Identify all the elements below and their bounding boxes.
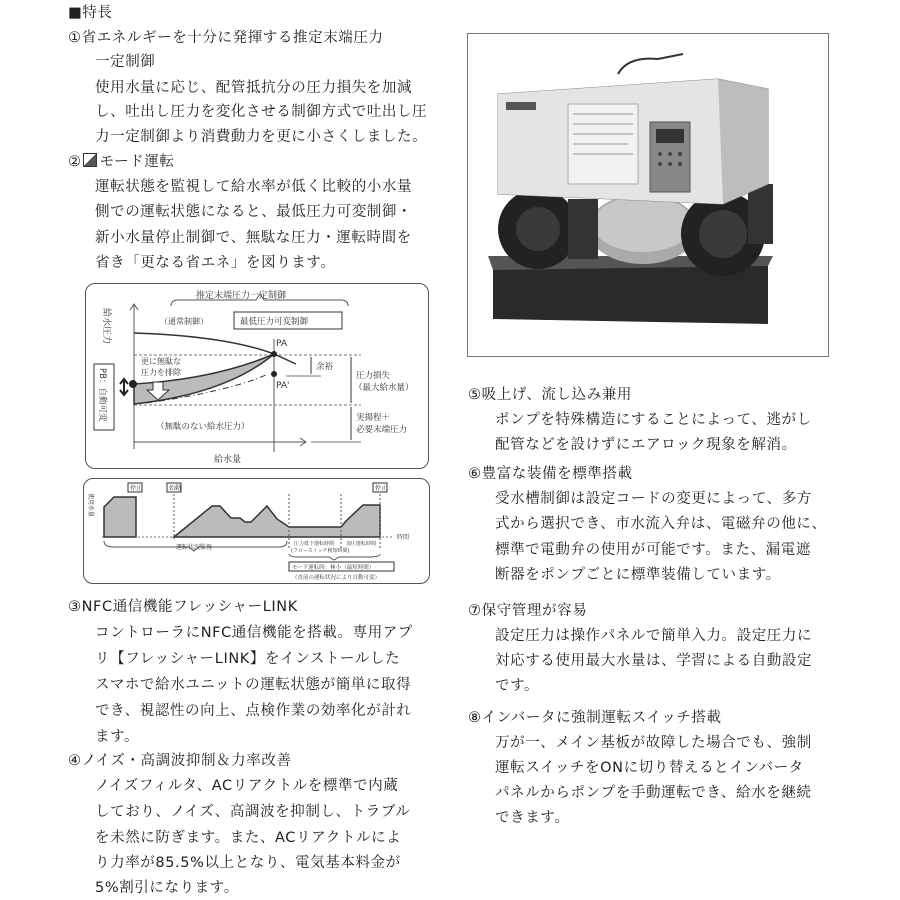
feature-1-title: ①省エネルギーを十分に発揮する推定末端圧力: [68, 30, 384, 46]
label-pb: PB：自動可変: [97, 368, 107, 422]
label-pressurize-time: 加圧運転時間: [346, 541, 377, 547]
feature-3-body: ます。: [95, 729, 140, 745]
label-mode-operation: モード運転時：極小（最短時間）: [292, 565, 375, 571]
y-axis-label: 使用水量: [87, 493, 94, 518]
pressure-control-diagram: [85, 283, 429, 469]
feature-1-body: 力一定制御より消費動力を更に小さくしました。: [95, 129, 428, 145]
feature-2-body: 新小水量停止制御で、無駄な圧力・運転時間を: [95, 230, 412, 246]
feature-6-body: 式から選択でき、市水流入弁は、電磁弁の他に、: [495, 516, 827, 532]
feature-3-body: コントローラにNFC通信機能を搭載。専用アプ: [95, 625, 414, 641]
eco-mode-icon: [83, 153, 97, 167]
product-photo: [467, 33, 829, 357]
label-monitoring: 運転状況監視: [176, 544, 213, 551]
feature-6-body: 断器をポンプごとに標準装備しています。: [495, 567, 781, 583]
feature-4-title: ④ノイズ・高調波抑制＆力率改善: [68, 753, 292, 769]
feature-2-title: [68, 152, 175, 172]
label-head: 必要末端圧力: [356, 425, 408, 435]
x-axis-label: 時間: [397, 534, 410, 541]
feature-4-body: り力率が85.5%以上となり、電気基本料金が: [95, 855, 401, 871]
feature-4-body: 5%割引になります。: [95, 880, 239, 896]
label-low-pressure-time: 圧力低下運転時間: [294, 541, 335, 547]
feature-5-body: ポンプを特殊構造にすることによって、逃がし: [495, 412, 812, 428]
label-start: 始動: [169, 485, 182, 492]
label-waste: 更に無駄な: [141, 357, 181, 366]
label-pa: PA: [276, 339, 288, 349]
feature-7-body: です。: [495, 678, 540, 694]
feature-5-body: 配管などを設けずにエアロック現象を解消。: [495, 437, 797, 453]
feature-8-title: ⑧インバータに強制運転スイッチ搭載: [468, 710, 722, 726]
feature-4-body: しており、ノイズ、高調波を抑制し、トラブル: [95, 804, 411, 820]
label-min-pressure-control: 最低圧力可変制御: [240, 317, 309, 327]
feature-6-body: 標準で電動弁の使用が可能です。また、漏電遮: [495, 542, 811, 558]
feature-7-body: 対応する使用最大水量は、学習による自動設定: [495, 653, 813, 669]
feature-2-body: 省き「更なる省エネ」を図ります。: [95, 255, 336, 271]
feature-7-title: ⑦保守管理が容易: [468, 603, 588, 619]
feature-8-body: 万が一、メイン基板が故障した場合でも、強制: [495, 735, 812, 751]
label-pa-prime: PA': [276, 381, 290, 391]
feature-1-body: 使用水量に応じ、配管抵抗分の圧力損失を加減: [95, 80, 413, 96]
label-pressure-loss: （最大給水量）: [354, 383, 414, 393]
feature-8-body: できます。: [495, 810, 570, 826]
feature-2-number: ②: [68, 154, 82, 170]
label-stop: 停止: [130, 485, 143, 492]
x-axis-label: 給水量: [214, 455, 242, 465]
label-waste: 圧力を排除: [141, 368, 181, 377]
feature-1-title-cont: 一定制御: [95, 54, 156, 70]
feature-7-body: 設定圧力は操作パネルで簡単入力。設定圧力に: [495, 628, 813, 644]
operation-timeline-diagram: [83, 478, 430, 584]
feature-5-title: ⑤吸上げ、流し込み兼用: [468, 387, 633, 403]
feature-8-body: 運転スイッチをONに切り替えるとインバータ: [495, 760, 804, 776]
feature-2-label: モード運転: [99, 154, 175, 170]
feature-6-body: 受水槽制御は設定コードの変更によって、多方: [495, 491, 812, 507]
feature-4-body: ノイズフィルタ、ACリアクトルを標準で内蔵: [95, 778, 399, 794]
label-estimated-control: 推定末端圧力一定制御: [196, 291, 287, 301]
feature-6-title: ⑥豊富な装備を標準搭載: [468, 466, 633, 482]
label-stop: 停止: [375, 485, 388, 492]
label-margin: 余裕: [316, 362, 334, 372]
label-auto-variable: （直前の運転状況により自動可変）: [292, 575, 381, 581]
feature-2-body: 運転状態を監視して給水率が低く比較的小水量: [95, 179, 413, 195]
label-flow-switch-time: (フロースイッチ検知時間): [291, 548, 350, 554]
label-no-waste: （無駄のない給水圧力）: [156, 422, 250, 432]
feature-3-title: ③NFC通信機能フレッシャーLINK: [68, 599, 298, 615]
label-head: 実揚程＋: [356, 413, 391, 423]
feature-4-body: を未然に防ぎます。また、ACリアクトルによ: [95, 830, 402, 846]
label-pressure-loss: 圧力損失: [356, 371, 391, 381]
feature-1-body: し、吐出し圧力を変化させる制御方式で吐出し圧: [95, 104, 428, 120]
section-heading: ■特長: [68, 5, 113, 21]
feature-2-body: 側での運転状態になると、最低圧力可変制御・: [95, 204, 413, 220]
feature-3-body: スマホで給水ユニットの運転状態が簡単に取得: [95, 677, 412, 693]
feature-3-body: リ【フレッシャーLINK】をインストールした: [95, 651, 401, 667]
feature-3-body: でき、視認性の向上、点検作業の効率化が計れ: [95, 703, 412, 719]
y-axis-label: 給水圧力: [101, 308, 111, 345]
label-normal-control: （通常制御）: [160, 317, 208, 326]
feature-8-body: パネルからポンプを手動運転でき、給水を継続: [495, 785, 812, 801]
